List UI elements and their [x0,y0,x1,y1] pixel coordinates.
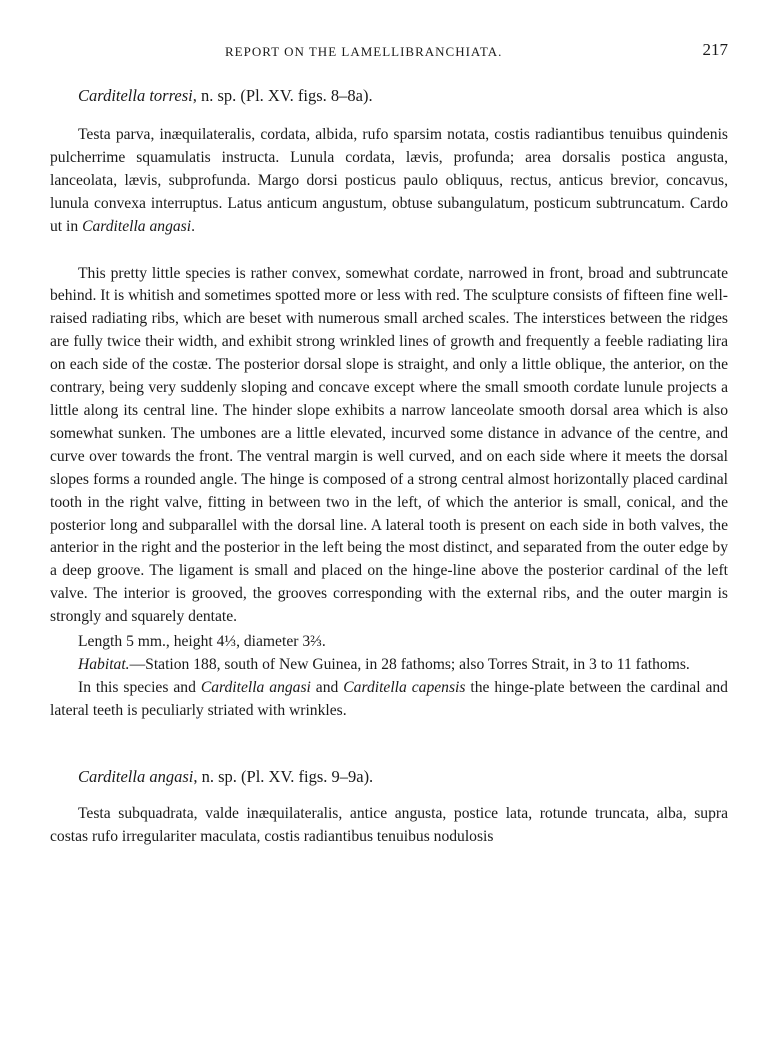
species-name: Carditella angasi [78,766,194,786]
habitat [50,654,728,677]
latin-end: . [191,217,195,235]
note-species-angasi: Carditella angasi [200,678,311,696]
species-heading-angasi [78,767,728,787]
latin-description-torresi [50,124,728,239]
species-name: Carditella torresi [78,86,193,105]
species-heading-torresi [78,86,728,106]
habitat-text: —Station 188, south of New Guinea, in 28 fathoms; also Torres Strait, in 3 to 11 fathoms. [129,655,690,673]
english-description-torresi: This pretty little species is rather convex, somewhat cordate, narrowed in front, broad and subtruncate behind. It is whitish and sometimes spotted more or less with red. The sculpture consists of fifteen fine well-raised radiating ribs, which are beset with numerous small arched scales. The interstices between the ridges are fully twice their width, and exhibit strong wrinkled lines of growth and frequently a feeble radiating lira on each side of the costæ. The posterior dorsal slope is straight, and only a little oblique, the anterior, on the contrary, being very suddenly sloping and concave except where the small smooth cordate lunule projects a little along its central line. The hinder slope exhibits a narrow lanceolate smooth dorsal area which is also somewhat sunken. The umbones are a little elevated, incurved some distance in advance of the centre, and curve over towards the front. The ventral margin is well curved, and on each side where it meets the dorsal slopes forms a rounded angle. The hinge is composed of a strong central almost horizontally placed cardinal tooth in the right valve, fitting in between two in the left, of which the anterior is small, conical, and the posterior long and subparallel with the dorsal line. A lateral tooth is present on each side in both valves, the anterior in the right and the posterior in the left being the most distinct, and separated from the outer edge by a deep groove. The ligament is small and placed on the hinge-line above the posterior cardinal of the left valve. The interior is grooved, the grooves corresponding with the external ribs, and the outer margin is strongly and squarely dentate. [50,264,728,626]
running-header [50,40,728,64]
page-number: 217 [702,40,728,59]
measurements: Length 5 mm., height 4⅓, diameter 3⅔. [78,633,326,651]
note-text-1: In this species and [78,678,201,696]
note-species-capensis: Carditella capensis [343,678,466,696]
running-title: REPORT ON THE LAMELLIBRANCHIATA. [225,44,503,59]
latin-description-angasi: Testa subquadrata, valde inæquilateralis, antice angusta, postice lata, rotunde truncata, alba, supra costas rufo irregulariter maculata, costis radiantibus tenuibus nodulosis [50,804,728,845]
note-text-2: and [310,678,344,696]
species-plate-reference: , n. sp. (Pl. XV. figs. 9–9a). [193,766,374,786]
latin-reference-name: Carditella angasi [82,217,192,235]
habitat-label: Habitat. [78,655,130,673]
latin-text: Testa parva, inæquilateralis, cordata, albida, rufo sparsim notata, costis radiantibus tenuibus quindenis pulcherrime squamulatis instructa. Lunula cordata, lævis, profunda; area dorsalis postica angusta, lanceolata, lævis, subprofunda. Margo dorsi posticus paulo obliquus, rectus, anticus brevior, concavus, lunula convexa interruptus. Latus anticum angustum, obtuse subangulatum, posticum subtruncatum. Cardo ut in [50,126,728,235]
note-text-3: the hinge-plate between the cardinal and lateral teeth is peculiarly striated with wrinkles. [50,678,728,719]
hinge-note [50,677,728,723]
page [50,40,728,848]
species-plate-reference: , n. sp. (Pl. XV. figs. 8–8a). [192,86,373,105]
